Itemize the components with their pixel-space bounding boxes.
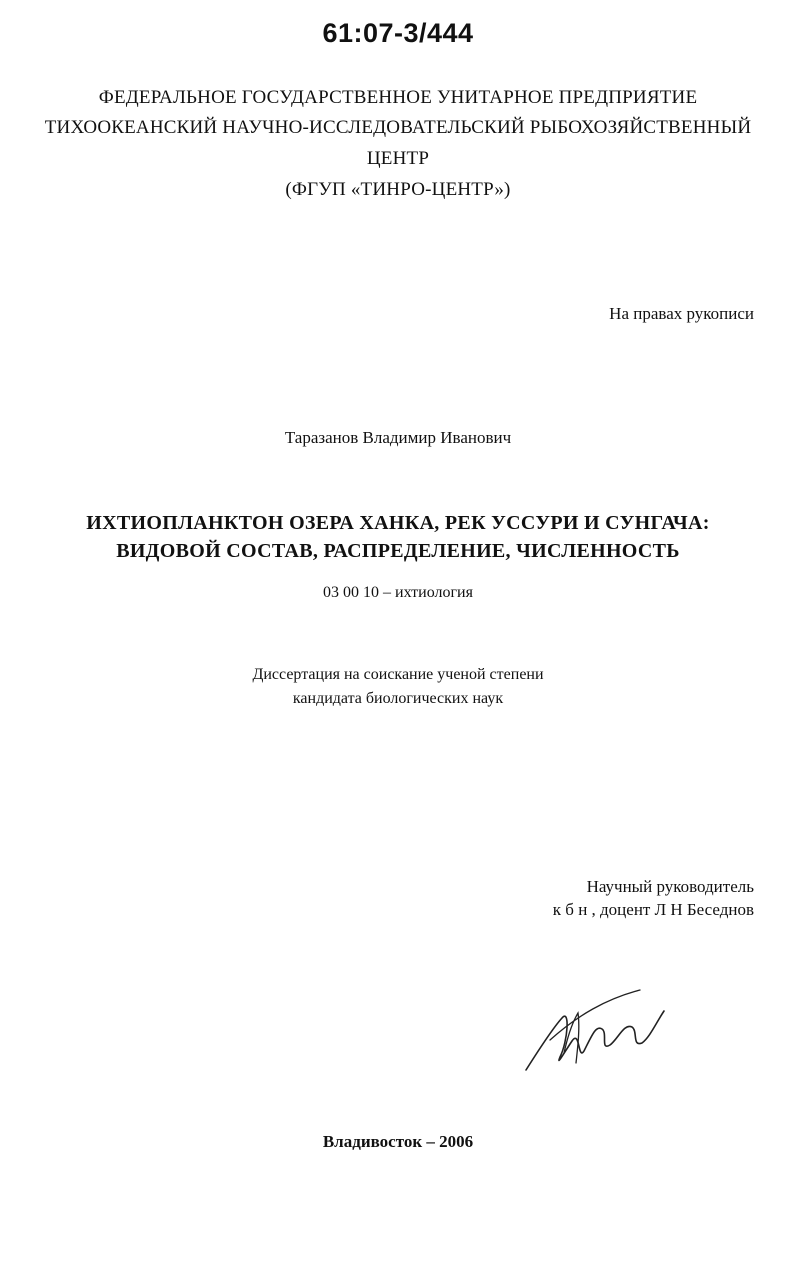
- supervisor-name: к б н , доцент Л Н Беседнов: [552, 900, 754, 919]
- organization-line-3: ЦЕНТР: [366, 148, 430, 169]
- organization-line-1: ФЕДЕРАЛЬНОЕ ГОСУДАРСТВЕННОЕ УНИТАРНОЕ ПРЕДПРИЯТИЕ: [98, 87, 698, 108]
- organization-line-2: ТИХООКЕАНСКИЙ НАУЧНО-ИССЛЕДОВАТЕЛЬСКИЙ РЫБОХОЗЯЙСТВЕННЫЙ: [44, 117, 752, 138]
- specialty-code: 03 00 10 – ихтиология: [323, 584, 473, 601]
- archive-code: 61:07-3/444: [322, 18, 474, 48]
- supervisor-label: Научный руководитель: [586, 877, 754, 896]
- dissertation-degree-line-1: Диссертация на соискание ученой степени: [252, 666, 544, 683]
- signature-icon: [520, 985, 670, 1080]
- dissertation-degree-line-2: кандидата биологических наук: [292, 690, 504, 707]
- author-name: Таразанов Владимир Иванович: [284, 428, 512, 447]
- thesis-title-line-2: ВИДОВОЙ СОСТАВ, РАСПРЕДЕЛЕНИЕ, ЧИСЛЕННОСТЬ: [116, 540, 680, 562]
- rights-note: На правах рукописи: [609, 304, 754, 323]
- city-and-year: Владивосток – 2006: [322, 1132, 474, 1151]
- organization-abbreviation: (ФГУП «ТИНРО-ЦЕНТР»): [285, 179, 511, 200]
- thesis-title-line-1: ИХТИОПЛАНКТОН ОЗЕРА ХАНКА, РЕК УССУРИ И СУНГАЧА:: [86, 512, 710, 534]
